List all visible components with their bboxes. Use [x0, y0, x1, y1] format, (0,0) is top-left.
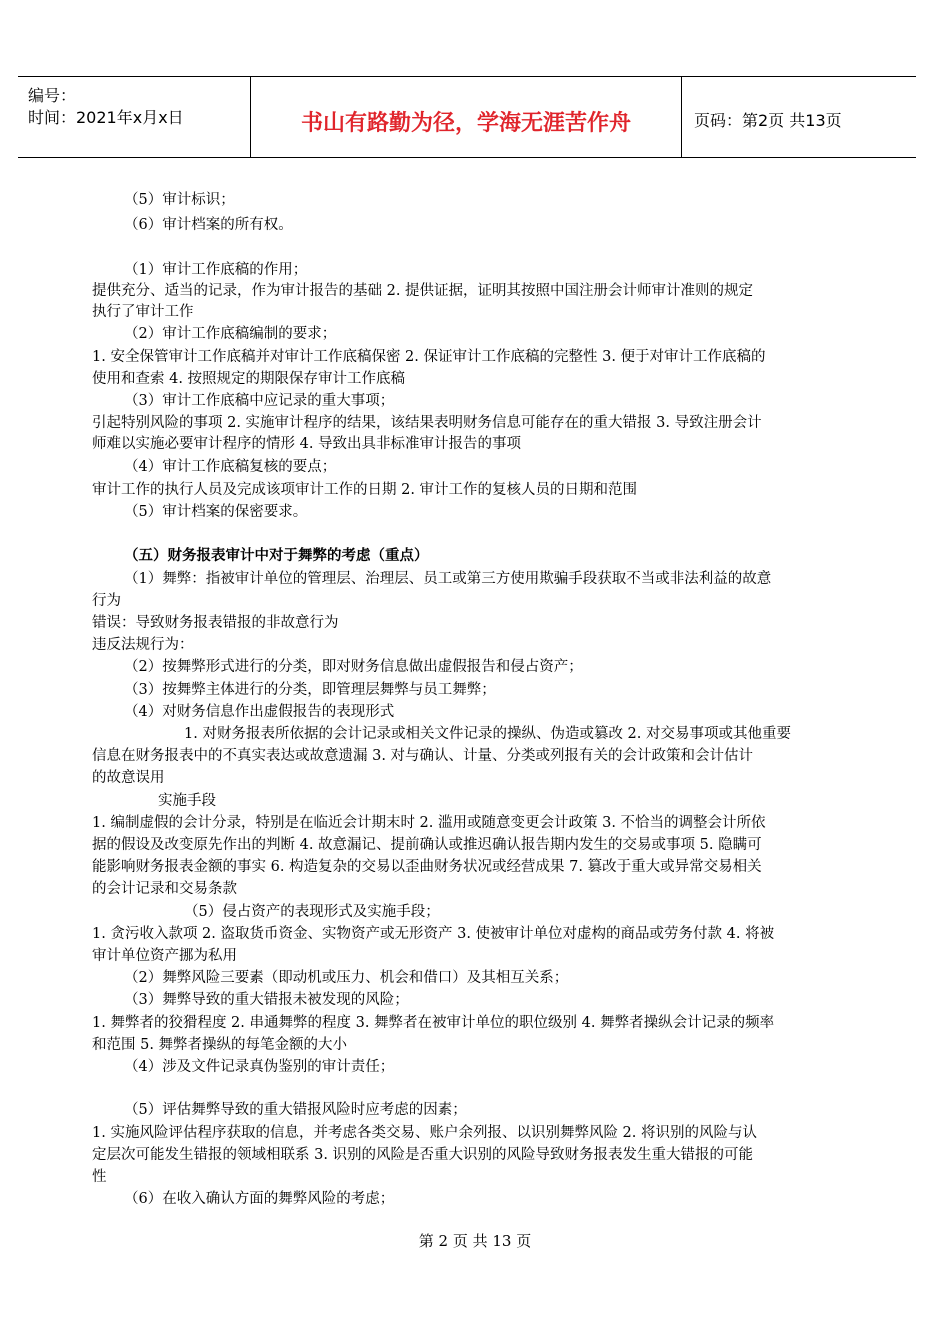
text-line: 1. 舞弊者的狡猾程度 2. 串通舞弊的程度 3. 舞弊者在被审计单位的职位级别 4. 舞弊者操纵会计记录的频率 [92, 1015, 775, 1031]
text-line: 定层次可能发生错报的领域相联系 3. 识别的风险是否重大识别的风险导致财务报表发生重大错报的可能 [92, 1147, 754, 1163]
text-line: 引起特别风险的事项 2. 实施审计程序的结果，该结果表明财务信息可能存在的重大错报 3. 导致注册会计 [92, 415, 762, 431]
text-line: （4）涉及文件记录真伪鉴别的审计责任； [124, 1059, 395, 1075]
text-line: 1. 贪污收入款项 2. 盗取货币资金、实物资产或无形资产 3. 使被审计单位对虚构的商品或劳务付款 4. 将被 [92, 926, 775, 942]
text-line: 使用和查索 4. 按照规定的期限保存审计工作底稿 [92, 371, 406, 387]
text-line: （3）审计工作底稿中应记录的重大事项； [124, 393, 395, 409]
header-page-label: 页码：第2页 共13页 [694, 111, 842, 130]
text-line: （5）评估舞弊导致的重大错报风险时应考虑的因素； [124, 1102, 467, 1118]
text-line: （2）按舞弊形式进行的分类，即对财务信息做出虚假报告和侵占资产； [124, 659, 583, 675]
text-line: （5）侵占资产的表现形式及实施手段； [184, 904, 440, 920]
text-line: （6）审计档案的所有权。 [124, 217, 293, 233]
text-line: 错误：导致财务报表错报的非故意行为 [92, 615, 339, 631]
text-line: （1）审计工作底稿的作用； [124, 262, 308, 278]
text-line: 性 [92, 1169, 107, 1185]
text-line: （4）审计工作底稿复核的要点； [124, 459, 337, 475]
text-line: 师难以实施必要审计程序的情形 4. 导致出具非标准审计报告的事项 [92, 436, 522, 452]
text-line: 审计工作的执行人员及完成该项审计工作的日期 2. 审计工作的复核人员的日期和范围 [92, 482, 638, 498]
text-line: （2）审计工作底稿编制的要求； [124, 326, 337, 342]
text-line: （5）审计档案的保密要求。 [124, 504, 308, 520]
text-line: 信息在财务报表中的不真实表达或故意遗漏 3. 对与确认、计量、分类或列报有关的会计政策和会计估计 [92, 748, 754, 764]
text-line: 的会计记录和交易条款 [92, 881, 237, 897]
text-line: 审计单位资产挪为私用 [92, 948, 237, 964]
document-time-label: 时间：2021年x月x日 [28, 108, 184, 127]
page-footer: 第 2 页 共 13 页 [418, 1232, 532, 1250]
page-header [18, 76, 916, 158]
text-line: （2）舞弊风险三要素（即动机或压力、机会和借口）及其相互关系； [124, 970, 569, 986]
text-line: （3）舞弊导致的重大错报未被发现的风险； [124, 992, 409, 1008]
text-line: 据的假设及改变原先作出的判断 4. 故意漏记、提前确认或推迟确认报告期内发生的交易或事项 5. 隐瞒可 [92, 837, 762, 853]
text-line: 和范围 5. 舞弊者操纵的每笔金额的大小 [92, 1037, 348, 1053]
document-number-label: 编号： [28, 86, 77, 105]
text-line: （3）按舞弊主体进行的分类，即管理层舞弊与员工舞弊； [124, 682, 496, 698]
text-line: 提供充分、适当的记录，作为审计报告的基础 2. 提供证据，证明其按照中国注册会计师审计准则的规定 [92, 283, 754, 299]
text-line: 能影响财务报表金额的事实 6. 构造复杂的交易以歪曲财务状况或经营成果 7. 篡改于重大或异常交易相关 [92, 859, 762, 875]
text-line: （5）审计标识； [124, 192, 235, 208]
text-line: 1. 对财务报表所依据的会计记录或相关文件记录的操纵、伪造或篡改 2. 对交易事项或其他重要 [184, 726, 791, 742]
header-motto: 书山有路勤为径，学海无涯苦作舟 [300, 111, 631, 136]
text-line: （4）对财务信息作出虚假报告的表现形式 [124, 704, 395, 720]
text-line: 行为 [92, 593, 121, 609]
text-line: 违反法规行为： [92, 637, 194, 653]
section-heading: （五）财务报表审计中对于舞弊的考虑（重点） [124, 547, 429, 564]
text-line: （6）在收入确认方面的舞弊风险的考虑； [124, 1191, 395, 1207]
header-meta-cell [18, 77, 251, 157]
text-line: 执行了审计工作 [92, 304, 194, 320]
text-line: 1. 编制虚假的会计分录，特别是在临近会计期末时 2. 滥用或随意变更会计政策 3. 不恰当的调整会计所依 [92, 815, 766, 831]
text-line: 实施手段 [158, 793, 216, 809]
text-line: 1. 实施风险评估程序获取的信息，并考虑各类交易、账户余列报、以识别舞弊风险 2. 将识别的风险与认 [92, 1125, 757, 1141]
header-motto-cell [251, 77, 682, 157]
text-line: 的故意误用 [92, 770, 165, 786]
text-line: （1）舞弊：指被审计单位的管理层、治理层、员工或第三方使用欺骗手段获取不当或非法利益的故意 [124, 571, 772, 587]
header-page-cell [682, 77, 916, 157]
text-line: 1. 安全保管审计工作底稿并对审计工作底稿保密 2. 保证审计工作底稿的完整性 3. 便于对审计工作底稿的 [92, 349, 766, 365]
